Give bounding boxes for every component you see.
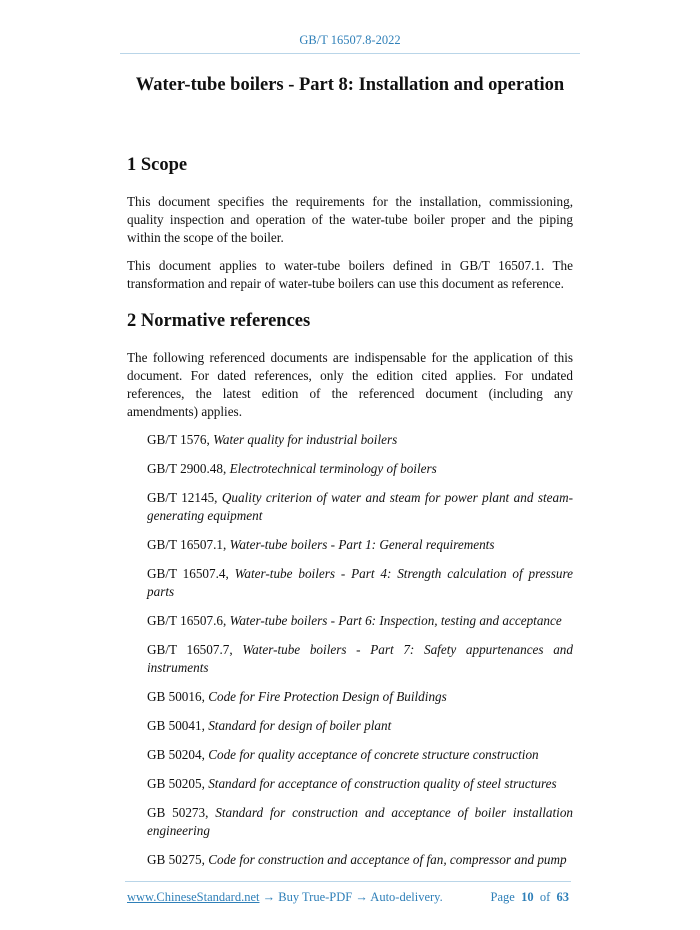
scope-paragraph: This document specifies the requirements for the installation, commissioning, quality inspection and operation of the water-tube boiler proper and the piping within the scope of the boiler. [127,194,573,245]
references-intro: The following referenced documents are indispensable for the application of this document. For dated references, only the edition cited applies. For undated references, the latest edition of the referenced document (including any amendments) applies. [127,350,573,419]
reference-item [147,460,573,478]
footer [127,890,573,930]
reference-title: Standard for construction and acceptance of boiler installation engineering [147,805,574,838]
reference-item [147,804,573,840]
reference-title: Standard for acceptance of construction quality of steel structures [208,776,557,791]
reference-title: Standard for design of boiler plant [208,718,392,733]
reference-code: GB/T 2900.48, [147,461,230,476]
reference-item [147,775,573,793]
footer-divider [125,881,571,882]
reference-code: GB 50204, [147,747,209,762]
current-page: 10 [521,890,534,904]
reference-code: GB/T 16507.6, [147,613,230,628]
reference-title: Code for quality acceptance of concrete structure construction [208,747,539,762]
reference-title: Water-tube boilers - Part 1: General requirements [229,537,495,552]
page-number [491,890,569,905]
of-label: of [539,890,551,904]
reference-code: GB 50016, [147,689,209,704]
reference-title: Code for construction and acceptance of fan, compressor and pump [208,852,567,867]
reference-title: Code for Fire Protection Design of Buildings [208,689,447,704]
scope-paragraph: This document applies to water-tube boilers defined in GB/T 16507.1. The transformation and repair of water-tube boilers can use this document as reference. [127,258,573,291]
document-body [127,154,573,869]
reference-title: Quality criterion of water and steam for power plant and steam-generating equipment [147,490,573,523]
reference-title: Water quality for industrial boilers [213,432,398,447]
reference-code: GB/T 16507.7, [147,642,243,657]
reference-item [147,431,573,449]
page-label: Page [490,890,515,904]
reference-item [147,688,573,706]
reference-item [147,746,573,764]
reference-list [127,431,573,869]
section-heading-scope: 1 Scope [127,155,188,175]
section-heading-normative-references: 2 Normative references [127,311,311,331]
reference-item [147,565,573,601]
footer-promo: → Buy True-PDF → Auto-delivery. [259,890,443,904]
reference-item [147,489,573,525]
reference-title: Water-tube boilers - Part 7: Safety appurtenances and instruments [147,642,573,675]
reference-code: GB/T 16507.4, [147,566,235,581]
reference-title: Water-tube boilers - Part 6: Inspection, testing and acceptance [229,613,562,628]
reference-code: GB/T 12145, [147,490,222,505]
reference-title: Water-tube boilers - Part 4: Strength calculation of pressure parts [147,566,573,599]
reference-code: GB/T 1576, [147,432,214,447]
footer-text [127,890,443,905]
website-link[interactable]: www.ChineseStandard.net [127,890,260,904]
total-pages: 63 [556,890,569,904]
reference-code: GB/T 16507.1, [147,537,230,552]
reference-code: GB 50205, [147,776,209,791]
reference-code: GB 50275, [147,852,209,867]
reference-item [147,536,573,554]
reference-item [147,717,573,735]
reference-item [147,612,573,630]
reference-title: Electrotechnical terminology of boilers [229,461,437,476]
header-divider [120,53,580,54]
reference-code: GB 50273, [147,805,216,820]
reference-item [147,851,573,869]
document-title: Water-tube boilers - Part 8: Installation and operation [135,75,565,95]
reference-code: GB 50041, [147,718,209,733]
reference-item [147,641,573,677]
document-id-header: GB/T 16507.8-2022 [299,33,401,47]
